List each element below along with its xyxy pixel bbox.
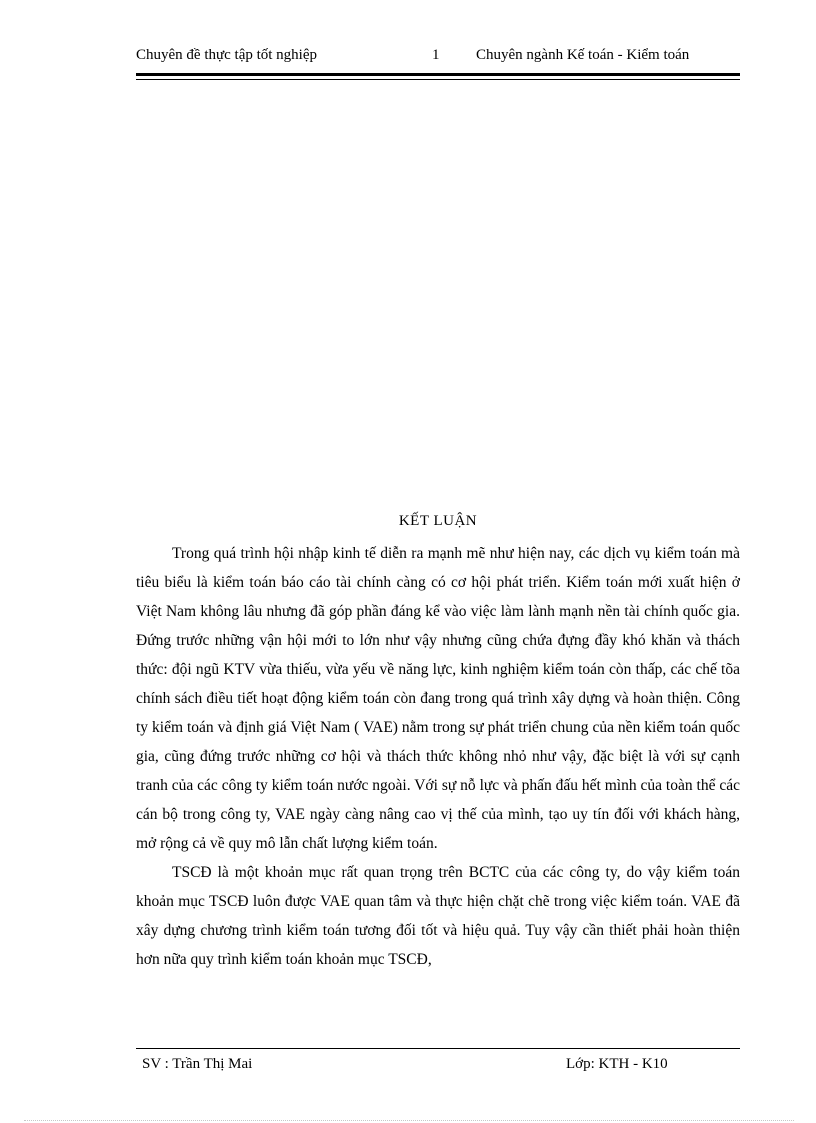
footer-student: SV : Trần Thị Mai (142, 1056, 253, 1072)
page-header (136, 47, 740, 71)
header-page-number: 1 (432, 47, 440, 63)
footer-class: Lớp: KTH - K10 (566, 1056, 668, 1072)
paragraph-2: TSCĐ là một khoản mục rất quan trọng trên BCTC của các công ty, do vậy kiểm toán khoản mục TSCĐ luôn được VAE quan tâm và thực hiện chặt chẽ trong việc kiểm toán. VAE đã xây dựng chương trình kiểm toán tương đối tốt và hiệu quả. Tuy vậy cần thiết phải hoàn thiện hơn nữa quy trình kiểm toán khoản mục TSCĐ, (136, 864, 740, 968)
paragraph-1: Trong quá trình hội nhập kinh tế diễn ra mạnh mẽ như hiện nay, các dịch vụ kiểm toán mà tiêu biểu là kiểm toán báo cáo tài chính càng có cơ hội phát triển. Kiểm toán mới xuất hiện ở Việt Nam không lâu nhưng đã góp phần đáng kể vào việc làm lành mạnh nền tài chính quốc gia. Đứng trước những vận hội mới to lớn như vậy nhưng cũng chứa đựng đầy khó khăn và thách thức: đội ngũ KTV vừa thiếu, vừa yếu về năng lực, kinh nghiệm kiểm toán còn thấp, các chế tõa chính sách điều tiết hoạt động kiểm toán còn đang trong quá trình xây dựng và hoàn thiện. Công ty kiểm toán và định giá Việt Nam ( VAE) nằm trong sự phát triển chung của nền kiểm toán quốc gia, cũng đứng trước những cơ hội và thách thức không nhỏ như vậy, đặc biệt là với sự cạnh tranh của các công ty kiểm toán nước ngoài. Với sự nỗ lực và phấn đấu hết mình của toàn thể các cán bộ trong công ty, VAE ngày càng nâng cao vị thế của mình, tạo uy tín đối với khách hàng, mở rộng cả về quy mô lẫn chất lượng kiểm toán. (136, 545, 740, 852)
body-text (136, 539, 740, 974)
header-left-title: Chuyên đề thực tập tốt nghiệp (136, 47, 318, 63)
page-edge-dotted-line (24, 1120, 794, 1121)
header-right-title: Chuyên ngành Kế toán - Kiểm toán (476, 47, 690, 63)
footer-rule (136, 1048, 740, 1049)
section-title: KẾT LUẬN (398, 513, 478, 529)
header-thin-rule (136, 79, 740, 80)
header-thick-rule (136, 73, 740, 76)
